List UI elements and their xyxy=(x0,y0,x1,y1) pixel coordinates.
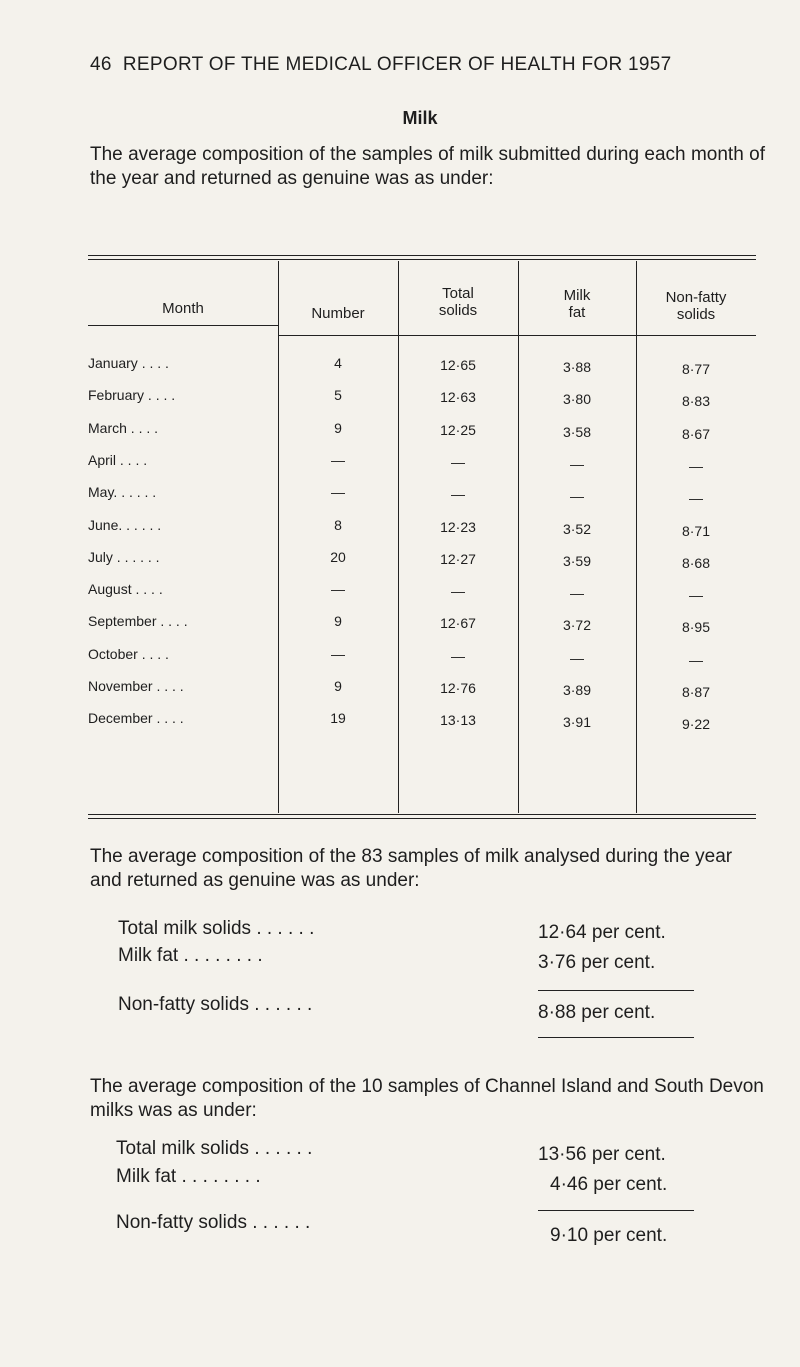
cell-milk-fat: 3·72 xyxy=(562,617,592,634)
summary-value: 4·46 per cent. xyxy=(550,1174,668,1195)
summary-label: Total milk solids . . . . . . xyxy=(118,918,315,939)
table-row xyxy=(88,613,756,636)
summary-label: Milk fat . . . . . . . . xyxy=(116,1166,261,1187)
cell-month: December . . . . xyxy=(88,710,184,727)
cell-milk-fat: 3·91 xyxy=(562,714,592,731)
cell-number: — xyxy=(331,581,345,598)
cell-number: 8 xyxy=(334,516,342,533)
table-row xyxy=(88,517,756,537)
summary-value: 8·88 per cent. xyxy=(538,1002,656,1023)
cell-month: January . . . . xyxy=(88,355,169,371)
summary-label: Non-fatty solids . . . . . . xyxy=(118,994,313,1015)
cell-total-solids: 12·27 xyxy=(440,550,476,567)
cell-milk-fat: 3·59 xyxy=(562,552,592,569)
cell-total-solids: 12·63 xyxy=(440,389,476,406)
table-row xyxy=(88,549,756,569)
cell-number: 9 xyxy=(334,419,342,436)
cell-number: — xyxy=(331,451,345,468)
cell-month: June. . . . . . xyxy=(88,516,162,533)
cell-month: November . . . . xyxy=(88,678,184,694)
page-number: 46 xyxy=(90,54,112,75)
cell-number: 5 xyxy=(334,387,342,404)
cell-non-fatty-solids: — xyxy=(689,457,703,474)
col-header-month: Month xyxy=(162,300,204,317)
header-rule xyxy=(88,325,278,326)
cell-number: 19 xyxy=(330,710,346,727)
col-header-total-solids: Total solids xyxy=(438,285,478,319)
section-title: Milk xyxy=(402,108,438,128)
cell-milk-fat: 3·88 xyxy=(562,359,592,375)
paragraph-83-samples: The average composition of the 83 samples of milk analysed during the year and returned as genuine was as under: xyxy=(90,846,733,891)
cell-number: — xyxy=(331,645,345,662)
cell-non-fatty-solids: 8·77 xyxy=(681,361,711,377)
intro-paragraph: The average composition of the samples of milk submitted during each month of the year and returned as genuine was as under: xyxy=(90,144,765,189)
cell-milk-fat: — xyxy=(570,585,584,602)
cell-month: March . . . . xyxy=(88,419,159,436)
cell-non-fatty-solids: 8·68 xyxy=(681,554,711,571)
cell-milk-fat: 3·80 xyxy=(562,391,592,408)
table-top-rule-2 xyxy=(88,259,756,260)
report-title: REPORT OF THE MEDICAL OFFICER OF HEALTH FOR 1957 xyxy=(122,54,672,75)
col-header-number: Number xyxy=(311,305,365,322)
cell-non-fatty-solids: 8·71 xyxy=(681,522,711,539)
table-row xyxy=(88,710,756,733)
cell-month: September . . . . xyxy=(88,613,188,630)
header-rule xyxy=(278,335,756,336)
cell-month: August . . . . xyxy=(88,581,163,598)
summary-label: Non-fatty solids . . . . . . xyxy=(116,1212,311,1233)
cell-milk-fat: — xyxy=(570,488,584,505)
summary-rule xyxy=(538,1037,694,1038)
table-row xyxy=(88,484,756,507)
cell-non-fatty-solids: — xyxy=(689,651,703,668)
paragraph-10-samples: The average composition of the 10 samples of Channel Island and South Devon milks was as under: xyxy=(90,1076,764,1121)
cell-total-solids: — xyxy=(451,486,465,503)
cell-number: 9 xyxy=(334,613,342,630)
summary-label: Total milk solids . . . . . . xyxy=(116,1138,313,1159)
cell-total-solids: — xyxy=(451,647,465,664)
cell-milk-fat: — xyxy=(570,455,584,472)
cell-non-fatty-solids: 8·87 xyxy=(681,684,711,700)
table-row xyxy=(88,646,756,666)
table-bottom-rule xyxy=(88,814,756,815)
cell-non-fatty-solids: 8·67 xyxy=(681,425,711,442)
cell-total-solids: — xyxy=(451,583,465,600)
cell-non-fatty-solids: 8·83 xyxy=(681,393,711,410)
table-row xyxy=(88,420,756,440)
summary-value: 12·64 per cent. xyxy=(538,922,666,943)
table-row xyxy=(88,452,756,472)
table-row xyxy=(88,678,756,698)
cell-number: — xyxy=(331,484,345,501)
cell-milk-fat: 3·89 xyxy=(562,682,592,698)
cell-non-fatty-solids: 9·22 xyxy=(681,716,711,733)
cell-total-solids: 12·67 xyxy=(440,615,476,632)
cell-number: 4 xyxy=(334,355,342,371)
milk-composition-table xyxy=(88,255,756,818)
cell-non-fatty-solids: — xyxy=(689,587,703,604)
table-row xyxy=(88,387,756,410)
summary-label: Milk fat . . . . . . . . xyxy=(118,945,263,966)
cell-milk-fat: 3·52 xyxy=(562,520,592,537)
summary-value: 9·10 per cent. xyxy=(550,1225,668,1246)
cell-milk-fat: — xyxy=(570,649,584,666)
table-row xyxy=(88,355,756,375)
summary-value: 3·76 per cent. xyxy=(538,952,656,973)
table-top-rule xyxy=(88,255,756,256)
summary-rule xyxy=(538,1210,694,1211)
summary-rule xyxy=(538,990,694,991)
cell-month: February . . . . xyxy=(88,387,176,404)
table-bottom-rule-2 xyxy=(88,818,756,819)
cell-number: 9 xyxy=(334,678,342,694)
summary-value: 13·56 per cent. xyxy=(538,1144,666,1165)
cell-total-solids: 12·65 xyxy=(440,357,476,373)
cell-month: October . . . . xyxy=(88,645,169,662)
table-row xyxy=(88,581,756,604)
cell-non-fatty-solids: — xyxy=(689,490,703,507)
cell-month: July . . . . . . xyxy=(88,548,160,565)
col-header-milk-fat: Milk fat xyxy=(563,287,591,321)
cell-non-fatty-solids: 8·95 xyxy=(681,619,711,636)
page-header xyxy=(90,54,672,76)
cell-month: May. . . . . . xyxy=(88,484,157,501)
cell-milk-fat: 3·58 xyxy=(562,423,592,440)
cell-total-solids: 12·25 xyxy=(440,421,476,438)
col-header-non-fatty-solids: Non-fatty solids xyxy=(665,289,727,323)
cell-number: 20 xyxy=(330,548,346,565)
cell-total-solids: 12·76 xyxy=(440,680,476,696)
cell-total-solids: — xyxy=(451,453,465,470)
cell-total-solids: 13·13 xyxy=(440,712,476,729)
cell-month: April . . . . xyxy=(88,451,148,468)
cell-total-solids: 12·23 xyxy=(440,518,476,535)
